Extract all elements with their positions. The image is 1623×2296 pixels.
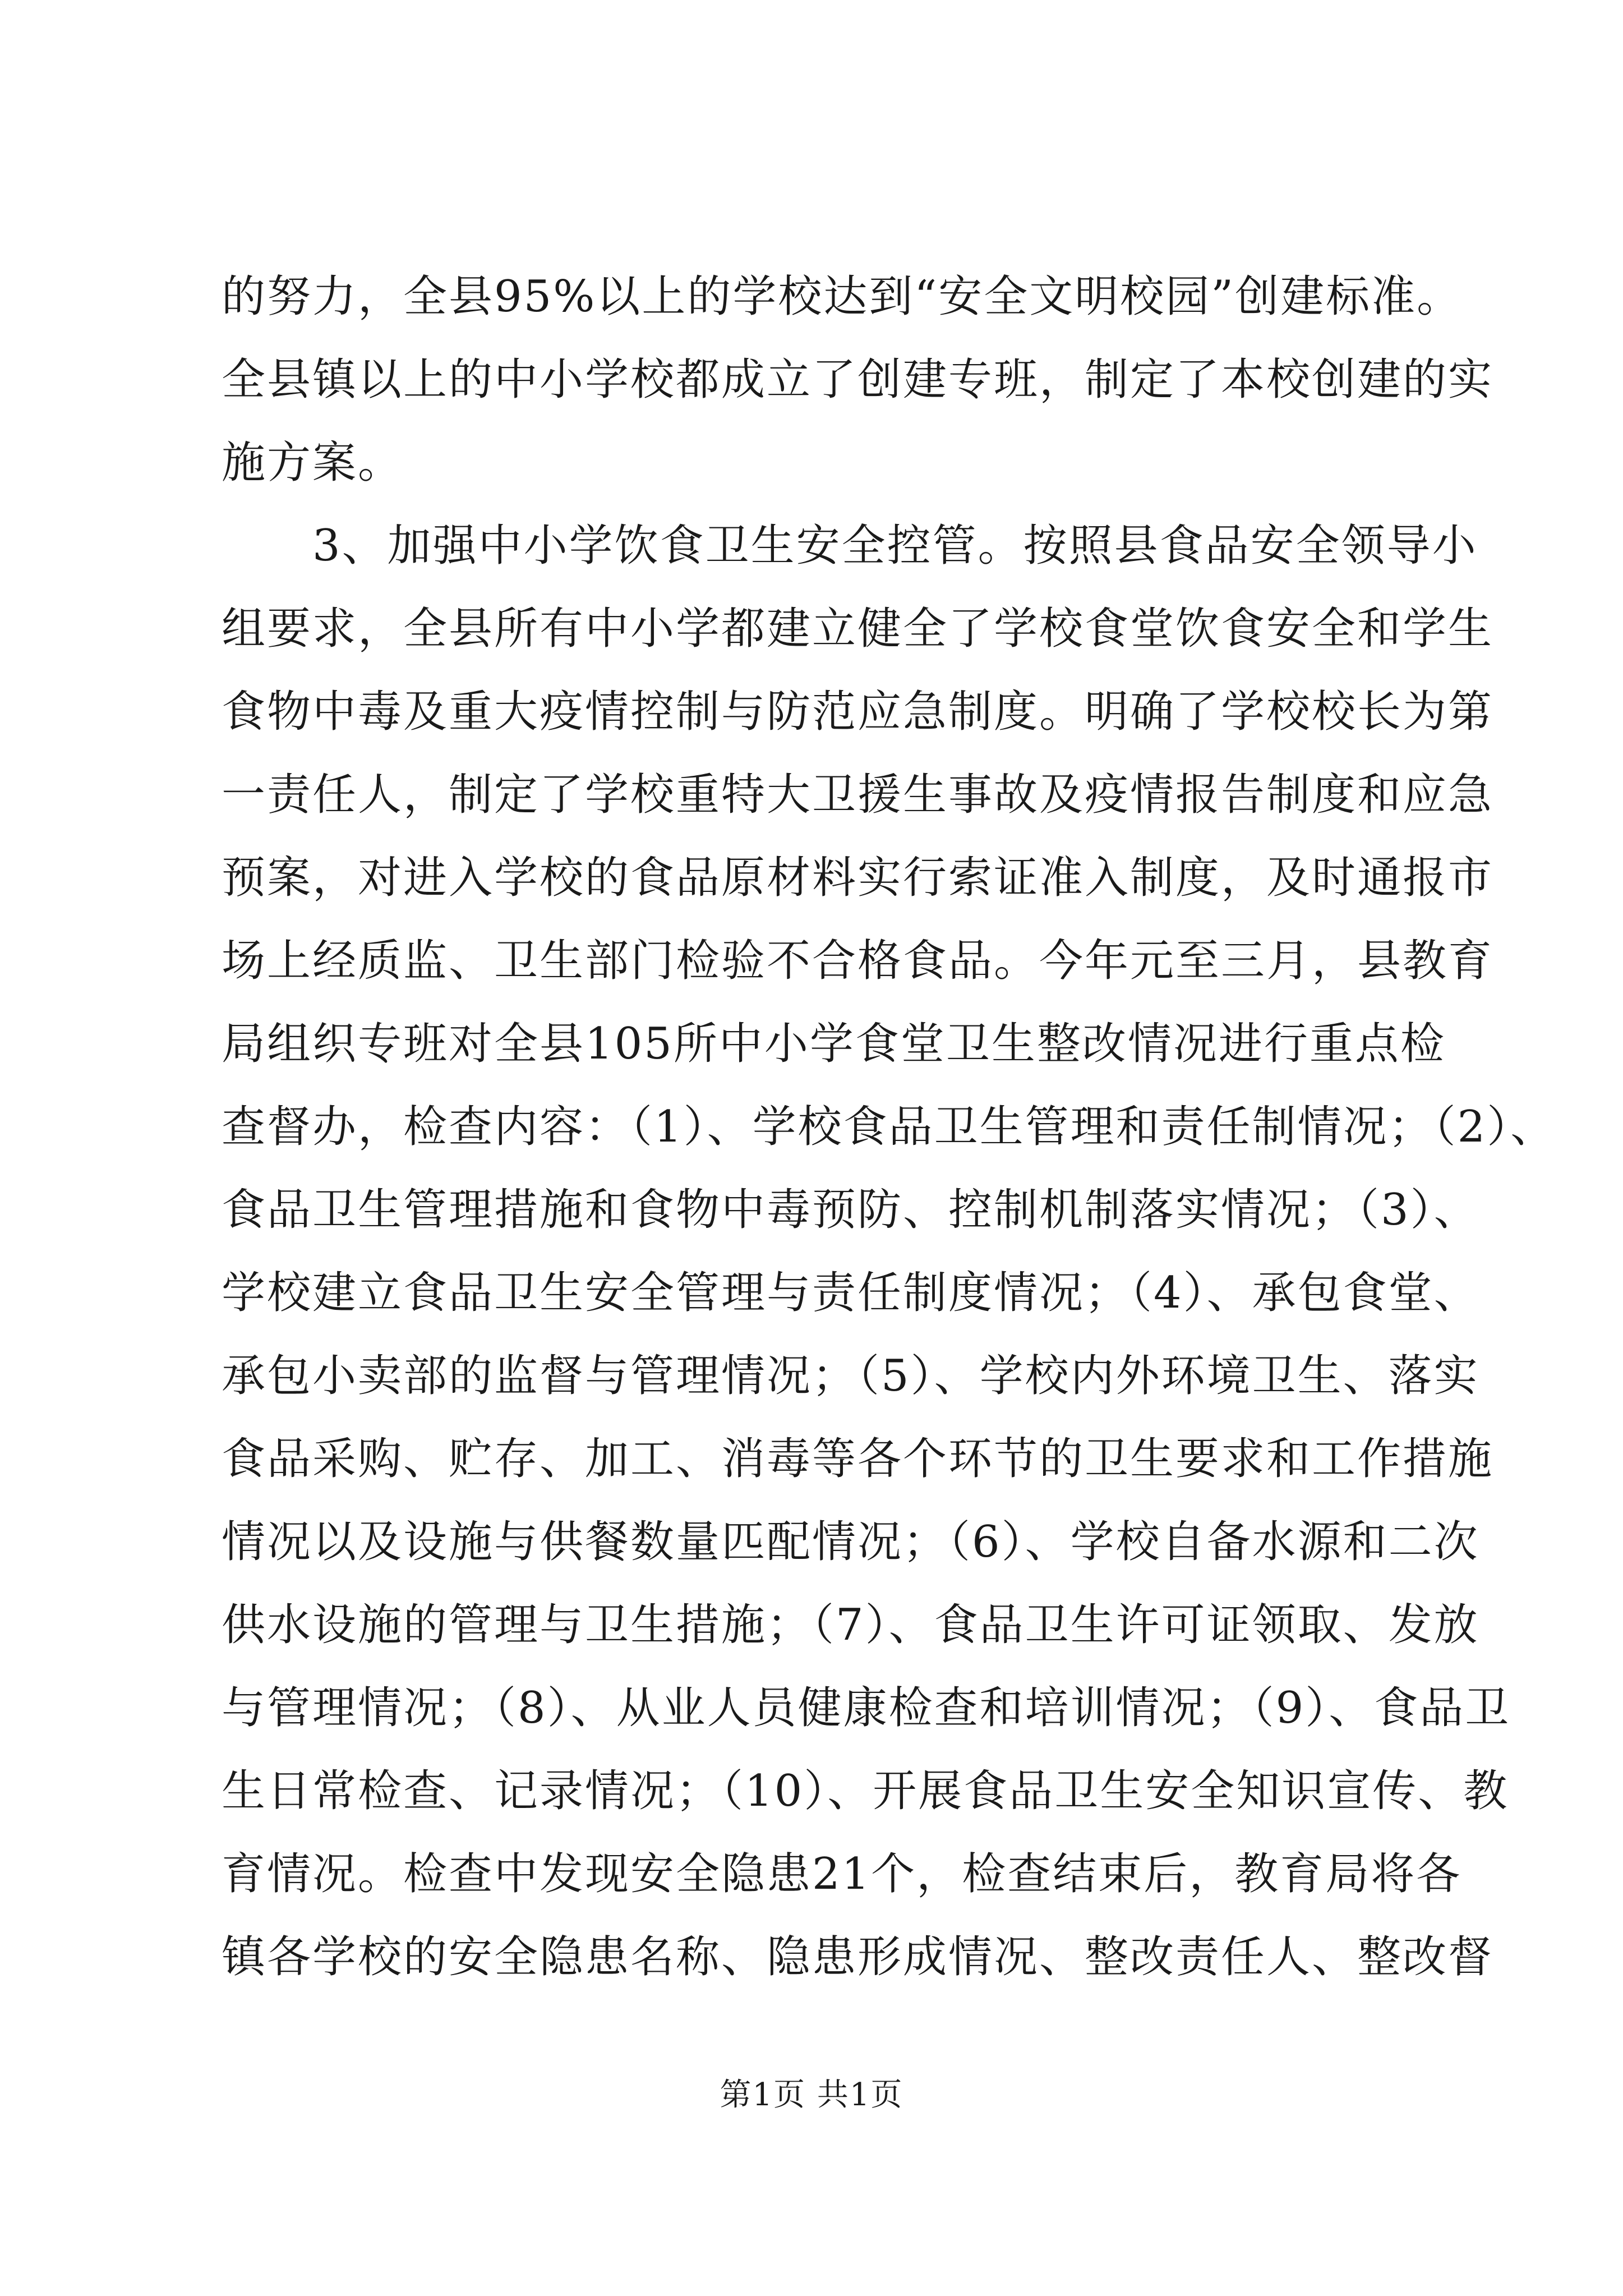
text-line: 一责任人，制定了学校重特大卫援生事故及疫情报告制度和应急 xyxy=(222,770,1494,820)
document-body xyxy=(222,255,1556,1999)
text-line: 食品采购、贮存、加工、消毒等各个环节的卫生要求和工作措施 xyxy=(222,1434,1494,1484)
text-line: 3、加强中小学饮食卫生安全控管。按照县食品安全领导小 xyxy=(222,521,1478,571)
text-line: 生日常检查、记录情况；（10）、开展食品卫生安全知识宣传、教 xyxy=(222,1766,1509,1816)
text-line: 预案，对进入学校的食品原材料实行索证准入制度，及时通报市 xyxy=(222,853,1494,903)
text-line: 局组织专班对全县105所中小学食堂卫生整改情况进行重点检 xyxy=(222,1019,1446,1069)
text-line: 情况以及设施与供餐数量匹配情况；（6）、学校自备水源和二次 xyxy=(222,1517,1479,1567)
text-line: 育情况。检查中发现安全隐患21个，检查结束后，教育局将各 xyxy=(222,1849,1462,1899)
text-line: 镇各学校的安全隐患名称、隐患形成情况、整改责任人、整改督 xyxy=(222,1932,1494,1982)
text-line: 查督办，检查内容：（1）、学校食品卫生管理和责任制情况；（2）、 xyxy=(222,1102,1556,1152)
text-line: 承包小卖部的监督与管理情况；（5）、学校内外环境卫生、落实 xyxy=(222,1351,1479,1401)
text-line: 供水设施的管理与卫生措施；（7）、食品卫生许可证领取、发放 xyxy=(222,1600,1479,1650)
text-line: 食物中毒及重大疫情控制与防范应急制度。明确了学校校长为第 xyxy=(222,687,1494,737)
text-line: 学校建立食品卫生安全管理与责任制度情况；（4）、承包食堂、 xyxy=(222,1268,1479,1318)
text-line: 施方案。 xyxy=(222,438,404,488)
text-line: 场上经质监、卫生部门检验不合格食品。今年元至三月，县教育 xyxy=(222,936,1494,986)
text-line: 的努力，全县95%以上的学校达到“安全文明校园”创建标准。 xyxy=(222,272,1463,322)
text-line: 食品卫生管理措施和食物中毒预防、控制机制落实情况；（3）、 xyxy=(222,1185,1479,1235)
text-line: 与管理情况；（8）、从业人员健康检查和培训情况；（9）、食品卫 xyxy=(222,1683,1511,1733)
text-line: 全县镇以上的中小学校都成立了创建专班，制定了本校创建的实 xyxy=(222,355,1494,405)
text-line: 组要求，全县所有中小学都建立健全了学校食堂饮食安全和学生 xyxy=(222,604,1494,654)
page-number-footer: 第1页 共1页 xyxy=(720,2077,903,2113)
